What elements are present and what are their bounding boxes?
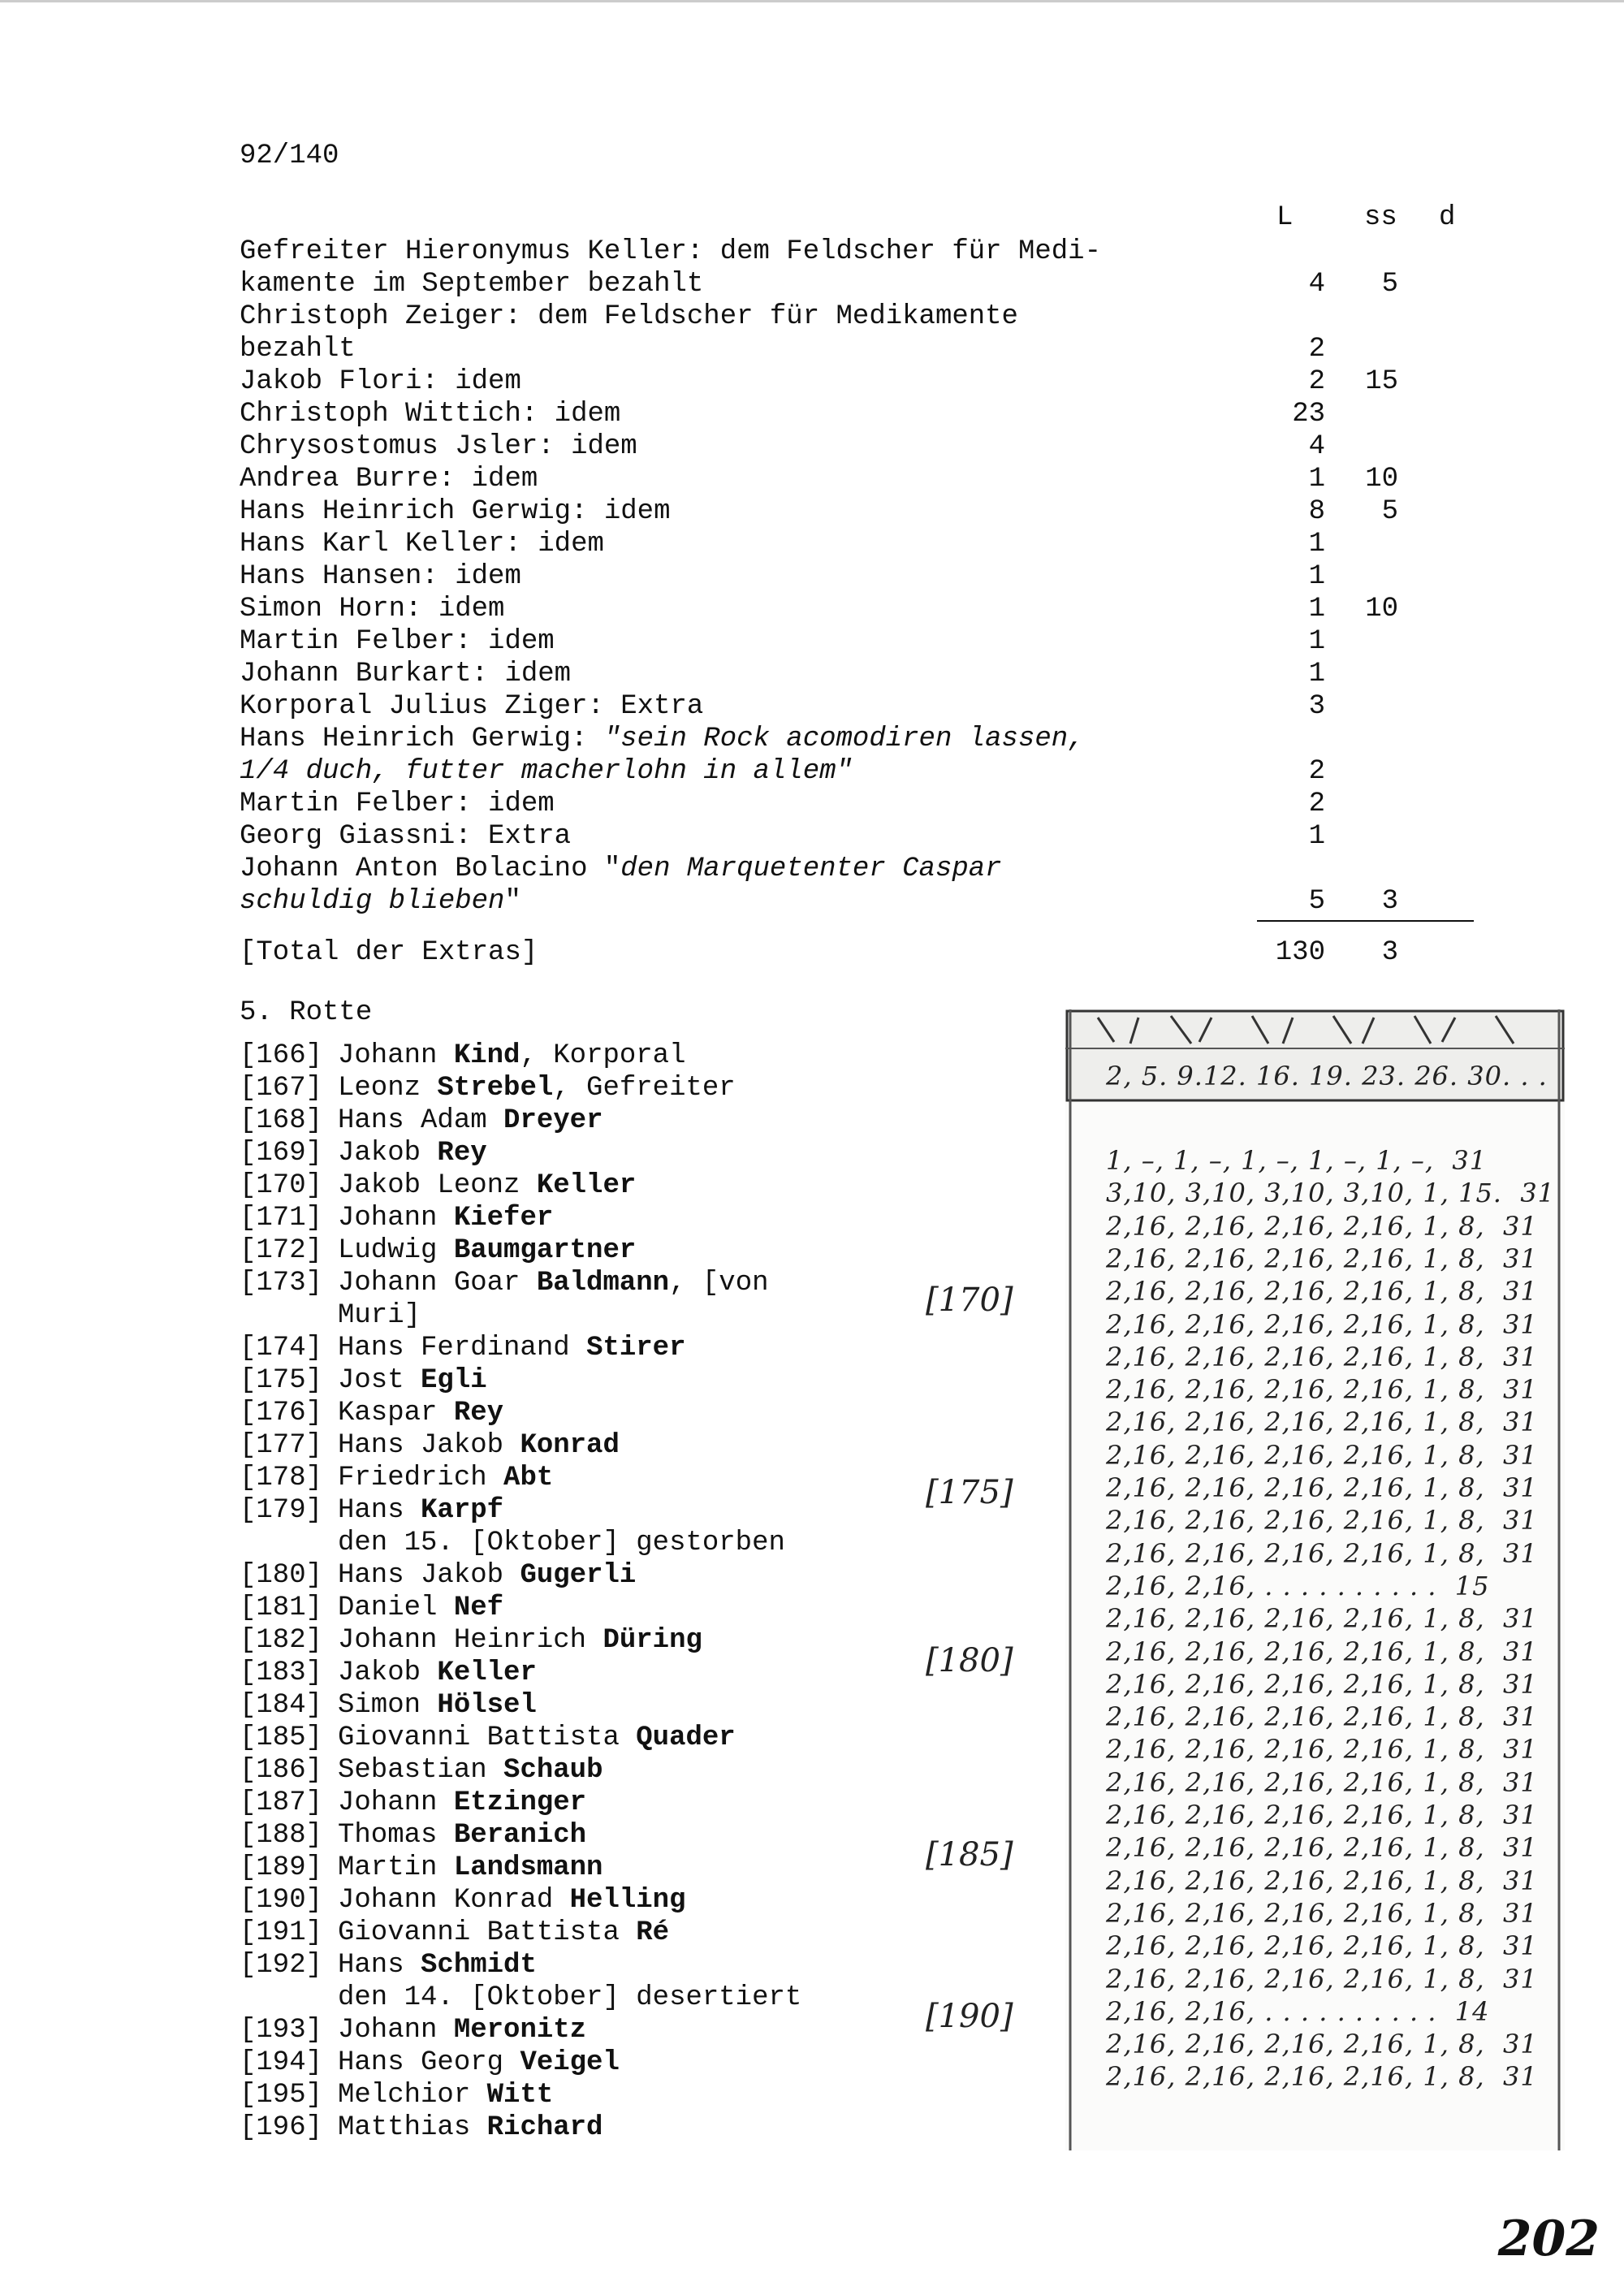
roster-surname: Nef: [453, 1593, 504, 1623]
roster-row: [240, 1429, 620, 1462]
ledger-entry-text: Korporal Julius Ziger: Extra: [240, 691, 704, 722]
scan-row: 3,10, 3,10, 3,10, 3,10, 1, 15. 31: [1106, 1178, 1556, 1209]
roster-surname: Baumgartner: [453, 1235, 637, 1266]
roster-number: [183]: [240, 1657, 323, 1688]
roster-surname: Karpf: [421, 1495, 504, 1526]
roster-given-name: Martin: [338, 1852, 454, 1883]
roster-surname: Landsmann: [453, 1852, 603, 1883]
roster-number: [192]: [240, 1950, 323, 1981]
ledger-entry: [240, 560, 521, 593]
roster-row: [240, 1364, 487, 1397]
ledger-entry: [240, 593, 504, 625]
roster-given-name: Matthias: [338, 2112, 487, 2143]
ledger-entry-text: Georg Giassni: Extra: [240, 821, 572, 852]
roster-given-name: Kaspar: [338, 1398, 454, 1428]
roster-surname: Kiefer: [453, 1203, 554, 1234]
ledger-entry-text: Andrea Burre: idem: [240, 464, 538, 495]
scan-row: 2,16, 2,16, 2,16, 2,16, 1, 8, 31: [1106, 1603, 1538, 1635]
ledger-entry-text: Christoph Wittich: idem: [240, 399, 621, 430]
amount-l: 2: [1308, 366, 1325, 397]
roster-note: , Gefreiter: [553, 1073, 736, 1104]
roster-given-name: Jakob: [338, 1138, 438, 1169]
roster-given-name: Sebastian: [338, 1755, 504, 1786]
column-header-d: d: [1439, 202, 1456, 233]
scan-row: 2,16, 2,16, 2,16, 2,16, 1, 8, 31: [1106, 1897, 1538, 1929]
ledger-entry-continuation: [240, 885, 521, 918]
amount-l: 1: [1308, 594, 1325, 625]
roster-row: [240, 1722, 736, 1754]
roster-number: [189]: [240, 1852, 323, 1883]
roster-given-name: Jakob Leonz: [338, 1170, 537, 1201]
scan-row: 2,16, 2,16, 2,16, 2,16, 1, 8, 31: [1106, 1930, 1538, 1962]
roster-given-name: Ludwig: [338, 1235, 454, 1266]
roster-surname: Rey: [437, 1138, 487, 1169]
roster-row: [240, 1754, 603, 1787]
roster-surname: Abt: [503, 1463, 554, 1493]
roster-given-name: Giovanni Battista: [338, 1722, 637, 1753]
roster-given-name: Hans Jakob: [338, 1560, 520, 1591]
ledger-entry-text: Hans Karl Keller: idem: [240, 529, 604, 560]
amount-l: 1: [1308, 659, 1325, 689]
roster-number: [171]: [240, 1203, 323, 1234]
roster-given-name: Hans Adam: [338, 1105, 504, 1136]
roster-surname: Schmidt: [421, 1950, 537, 1981]
amount-ss: 3: [1381, 886, 1398, 917]
roster-row: [240, 1949, 537, 1982]
roster-given-name: Giovanni Battista: [338, 1917, 637, 1948]
roster-row: [240, 2014, 586, 2046]
roster-surname: Helling: [569, 1885, 686, 1916]
roster-note: , [von: [669, 1268, 769, 1299]
roster-given-name: Johann: [338, 2015, 454, 2046]
roster-surname: Keller: [536, 1170, 637, 1201]
roster-row: [240, 1657, 537, 1689]
amount-ss: 5: [1381, 496, 1398, 527]
amount-l: 2: [1308, 756, 1325, 787]
ledger-entry-text: Jakob Flori: idem: [240, 366, 521, 397]
ledger-entry-text: Hans Heinrich Gerwig:: [240, 724, 604, 754]
scan-row: 2,16, 2,16, 2,16, 2,16, 1, 8, 31: [1106, 1636, 1538, 1667]
roster-number: [169]: [240, 1138, 323, 1169]
roster-number: [191]: [240, 1917, 323, 1948]
roster-given-name: Hans Jakob: [338, 1430, 520, 1461]
roster-surname: Keller: [437, 1657, 537, 1688]
amount-ss: 5: [1381, 269, 1398, 300]
roster-given-name: Daniel: [338, 1593, 454, 1623]
margin-note: [185]: [926, 1836, 1013, 1874]
ledger-entry: [240, 300, 1018, 333]
roster-number: [177]: [240, 1430, 323, 1461]
ledger-entry: [240, 528, 604, 560]
scan-row: 2,16, 2,16, . . . . . . . . . . 15: [1106, 1570, 1490, 1601]
ledger-entry: [240, 788, 555, 820]
roster-row: [240, 1137, 487, 1169]
section-title: 5. Rotte: [240, 997, 373, 1028]
roster-given-name: Muri]: [338, 1300, 421, 1331]
total-label: [Total der Extras]: [240, 937, 538, 968]
roster-surname: Etzinger: [453, 1787, 587, 1818]
ledger-entry-text: Johann Burkart: idem: [240, 659, 572, 689]
roster-number: [190]: [240, 1885, 323, 1916]
scan-row: 2,16, 2,16, 2,16, 2,16, 1, 8, 31: [1106, 1505, 1538, 1536]
scan-row: 2,16, 2,16, 2,16, 2,16, 1, 8, 31: [1106, 1308, 1538, 1340]
ledger-entry: [240, 820, 571, 853]
roster-row: [240, 1202, 553, 1234]
roster-number: [167]: [240, 1073, 323, 1104]
roster-row: [240, 2046, 620, 2079]
roster-number: [172]: [240, 1235, 323, 1266]
roster-number: [194]: [240, 2047, 323, 2078]
scan-row: 2, 5. 9.12. 16. 19. 23. 26. 30. . .: [1106, 1061, 1548, 1091]
roster-number: [193]: [240, 2015, 323, 2046]
roster-row: [240, 1624, 702, 1657]
roster-row: [240, 1104, 603, 1137]
scan-row: 2,16, 2,16, 2,16, 2,16, 1, 8, 31: [1106, 1766, 1538, 1798]
ledger-entry-continuation: bezahlt: [240, 334, 356, 365]
roster-surname: Meronitz: [453, 2015, 587, 2046]
roster-number: [176]: [240, 1398, 323, 1428]
roster-given-name: Thomas: [338, 1820, 454, 1851]
roster-number: [195]: [240, 2080, 323, 2111]
amount-l: 23: [1292, 399, 1325, 430]
ledger-entry: [240, 690, 703, 723]
amount-l: 4: [1308, 431, 1325, 462]
roster-number: [170]: [240, 1170, 323, 1201]
amount-l: 1: [1308, 529, 1325, 560]
ledger-entry: [240, 658, 571, 690]
scan-row: 2,16, 2,16, 2,16, 2,16, 1, 8, 31: [1106, 1963, 1538, 1995]
ledger-entry-quote: schuldig blieben: [240, 886, 505, 917]
scan-row: 2,16, 2,16, 2,16, 2,16, 1, 8, 31: [1106, 2029, 1538, 2060]
amount-l: 1: [1308, 626, 1325, 657]
roster-number: [175]: [240, 1365, 323, 1396]
roster-row: [240, 1689, 537, 1722]
amount-l: 4: [1308, 269, 1325, 300]
roster-number: [168]: [240, 1105, 323, 1136]
roster-surname: Kind: [453, 1040, 520, 1071]
ledger-entry: [240, 463, 538, 495]
roster-given-name: den 14. [Oktober] desertiert: [338, 1982, 802, 2013]
roster-row: [240, 2111, 603, 2144]
roster-given-name: Hans: [338, 1950, 421, 1981]
roster-surname: Ré: [636, 1917, 670, 1948]
roster-row: [240, 1169, 636, 1202]
roster-given-name: Hans Georg: [338, 2047, 520, 2078]
scan-row: 2,16, 2,16, 2,16, 2,16, 1, 8, 31: [1106, 1439, 1538, 1471]
roster-row: [240, 1299, 421, 1332]
roster-row: [240, 1072, 736, 1104]
ledger-entry-text: Chrysostomus Jsler: idem: [240, 431, 637, 462]
ledger-entry-quote: "sein Rock acomodiren lassen,: [603, 724, 1085, 754]
roster-row: [240, 2079, 553, 2111]
document-reference: 92/140: [240, 140, 339, 171]
page-number: 202: [1497, 2211, 1600, 2267]
amount-ss: 10: [1365, 464, 1398, 495]
roster-row: [240, 1982, 801, 2014]
roster-number: [181]: [240, 1593, 323, 1623]
amount-l: 1: [1308, 464, 1325, 495]
ledger-entry: [240, 853, 1002, 885]
amount-l: 5: [1308, 886, 1325, 917]
roster-given-name: Johann: [338, 1203, 454, 1234]
roster-row: [240, 1234, 636, 1267]
roster-row: [240, 1494, 503, 1527]
roster-surname: Schaub: [503, 1755, 603, 1786]
roster-number: [179]: [240, 1495, 323, 1526]
amount-l: 1: [1308, 561, 1325, 592]
total-ss: 3: [1381, 937, 1398, 968]
scan-row: 2,16, 2,16, 2,16, 2,16, 1, 8, 31: [1106, 1734, 1538, 1766]
roster-number: [186]: [240, 1755, 323, 1786]
ledger-entry: [240, 365, 521, 398]
roster-row: [240, 1592, 503, 1624]
amount-l: 2: [1308, 789, 1325, 819]
ledger-entry-text: Martin Felber: idem: [240, 789, 555, 819]
ledger-entry-text: Gefreiter Hieronymus Keller: dem Feldscher für Medi-: [240, 236, 1101, 267]
roster-row: [240, 1917, 669, 1949]
scan-row: 2,16, 2,16, 2,16, 2,16, 1, 8, 31: [1106, 1407, 1538, 1438]
roster-surname: Konrad: [520, 1430, 620, 1461]
ledger-entry: [240, 723, 1085, 755]
amount-l: 3: [1308, 691, 1325, 722]
margin-note: [190]: [926, 1998, 1013, 2035]
roster-number: [188]: [240, 1820, 323, 1851]
amount-l: 8: [1308, 496, 1325, 527]
ledger-entry-quote: den Marquetenter Caspar: [620, 854, 1002, 884]
scan-row: 2,16, 2,16, 2,16, 2,16, 1, 8, 31: [1106, 2061, 1538, 2093]
roster-surname: Gugerli: [520, 1560, 637, 1591]
roster-number: [173]: [240, 1268, 323, 1299]
roster-given-name: Leonz: [338, 1073, 438, 1104]
ledger-entry-text: Christoph Zeiger: dem Feldscher für Medikamente: [240, 301, 1018, 332]
roster-surname: Baldmann: [536, 1268, 670, 1299]
roster-given-name: Friedrich: [338, 1463, 504, 1493]
roster-surname: Richard: [486, 2112, 603, 2143]
roster-surname: Dreyer: [503, 1105, 603, 1136]
scan-top-edge: [0, 0, 1624, 2]
roster-given-name: Hans: [338, 1495, 421, 1526]
amount-ss: 15: [1365, 366, 1398, 397]
roster-number: [180]: [240, 1560, 323, 1591]
column-header-l: L: [1276, 202, 1294, 233]
scan-row: 2,16, 2,16, 2,16, 2,16, 1, 8, 31: [1106, 1210, 1538, 1242]
sum-rule: [1257, 920, 1474, 922]
ledger-entry-quote: 1/4 duch, futter macherlohn in allem": [240, 756, 853, 787]
roster-row: [240, 1559, 636, 1592]
roster-surname: Veigel: [520, 2047, 620, 2078]
total-l: 130: [1275, 937, 1325, 968]
roster-surname: Egli: [421, 1365, 487, 1396]
column-header-ss: ss: [1364, 202, 1397, 233]
roster-surname: Hölsel: [437, 1690, 537, 1721]
roster-note: , Korporal: [520, 1040, 686, 1071]
ledger-entry-text: Hans Hansen: idem: [240, 561, 521, 592]
scan-row: 2,16, 2,16, 2,16, 2,16, 1, 8, 31: [1106, 1832, 1538, 1864]
roster-row: [240, 1884, 685, 1917]
ledger-entry-text: Martin Felber: idem: [240, 626, 555, 657]
ledger-entry-continuation: [240, 755, 853, 788]
roster-surname: Quader: [636, 1722, 736, 1753]
roster-surname: Strebel: [437, 1073, 554, 1104]
roster-row: [240, 1527, 785, 1559]
roster-row: [240, 1852, 603, 1884]
roster-row: [240, 1462, 553, 1494]
roster-number: [187]: [240, 1787, 323, 1818]
scan-row: 2,16, 2,16, 2,16, 2,16, 1, 8, 31: [1106, 1472, 1538, 1503]
roster-number: [178]: [240, 1463, 323, 1493]
roster-surname: Witt: [486, 2080, 554, 2111]
roster-row: [240, 1267, 769, 1299]
ledger-entry-quote-end: ": [504, 886, 521, 917]
ledger-entry: [240, 430, 637, 463]
ledger-entry-text: Simon Horn: idem: [240, 594, 505, 625]
margin-note: [175]: [926, 1474, 1013, 1511]
roster-number: [166]: [240, 1040, 323, 1071]
roster-given-name: Hans Ferdinand: [338, 1333, 587, 1364]
ledger-entry: [240, 495, 671, 528]
roster-number: [185]: [240, 1722, 323, 1753]
roster-given-name: Johann Goar: [338, 1268, 537, 1299]
ledger-entry-text: Hans Heinrich Gerwig: idem: [240, 496, 671, 527]
roster-given-name: den 15. [Oktober] gestorben: [338, 1528, 785, 1558]
roster-given-name: Johann Heinrich: [338, 1625, 603, 1656]
roster-given-name: Jakob: [338, 1657, 438, 1688]
scan-row: 1, –, 1, –, 1, –, 1, –, 1, –, 31: [1106, 1145, 1488, 1176]
ledger-entry: [240, 398, 620, 430]
scan-row: 2,16, 2,16, 2,16, 2,16, 1, 8, 31: [1106, 1374, 1538, 1406]
scan-row: 2,16, 2,16, 2,16, 2,16, 1, 8, 31: [1106, 1276, 1538, 1307]
roster-given-name: Simon: [338, 1690, 438, 1721]
roster-number: [184]: [240, 1690, 323, 1721]
ledger-entry: [240, 625, 555, 658]
scan-row: 2,16, 2,16, 2,16, 2,16, 1, 8, 31: [1106, 1800, 1538, 1830]
roster-given-name: Melchior: [338, 2080, 487, 2111]
roster-row: [240, 1039, 686, 1072]
margin-note: [180]: [926, 1642, 1013, 1679]
roster-number: [182]: [240, 1625, 323, 1656]
scan-row: 2,16, 2,16, 2,16, 2,16, 1, 8, 31: [1106, 1537, 1538, 1569]
scan-row: 2,16, 2,16, 2,16, 2,16, 1, 8, 31: [1106, 1243, 1538, 1274]
roster-surname: Düring: [603, 1625, 702, 1656]
scan-row: 2,16, 2,16, 2,16, 2,16, 1, 8, 31: [1106, 1341, 1538, 1372]
roster-number: [196]: [240, 2112, 323, 2143]
amount-l: 1: [1308, 821, 1325, 852]
roster-surname: Rey: [453, 1398, 504, 1428]
roster-row: [240, 1332, 685, 1364]
ledger-entry-text: Johann Anton Bolacino ": [240, 854, 621, 884]
scan-row: 2,16, 2,16, 2,16, 2,16, 1, 8, 31: [1106, 1865, 1538, 1896]
roster-given-name: Jost: [338, 1365, 421, 1396]
amount-ss: 10: [1365, 594, 1398, 625]
roster-row: [240, 1819, 586, 1852]
roster-number: [174]: [240, 1333, 323, 1364]
ledger-entry-continuation: kamente im September bezahlt: [240, 269, 704, 300]
scan-row: 2,16, 2,16, 2,16, 2,16, 1, 8, 31: [1106, 1701, 1538, 1733]
roster-surname: Beranich: [453, 1820, 587, 1851]
roster-row: [240, 1787, 586, 1819]
amount-l: 2: [1308, 334, 1325, 365]
roster-surname: Stirer: [586, 1333, 686, 1364]
roster-given-name: Johann: [338, 1040, 454, 1071]
margin-note: [170]: [926, 1281, 1013, 1319]
ledger-entry: [240, 236, 1101, 268]
scan-row: 2,16, 2,16, . . . . . . . . . . 14: [1106, 1995, 1490, 2027]
roster-row: [240, 1397, 503, 1429]
roster-given-name: Johann Konrad: [338, 1885, 570, 1916]
scan-row: 2,16, 2,16, 2,16, 2,16, 1, 8, 31: [1106, 1668, 1538, 1700]
roster-given-name: Johann: [338, 1787, 454, 1818]
